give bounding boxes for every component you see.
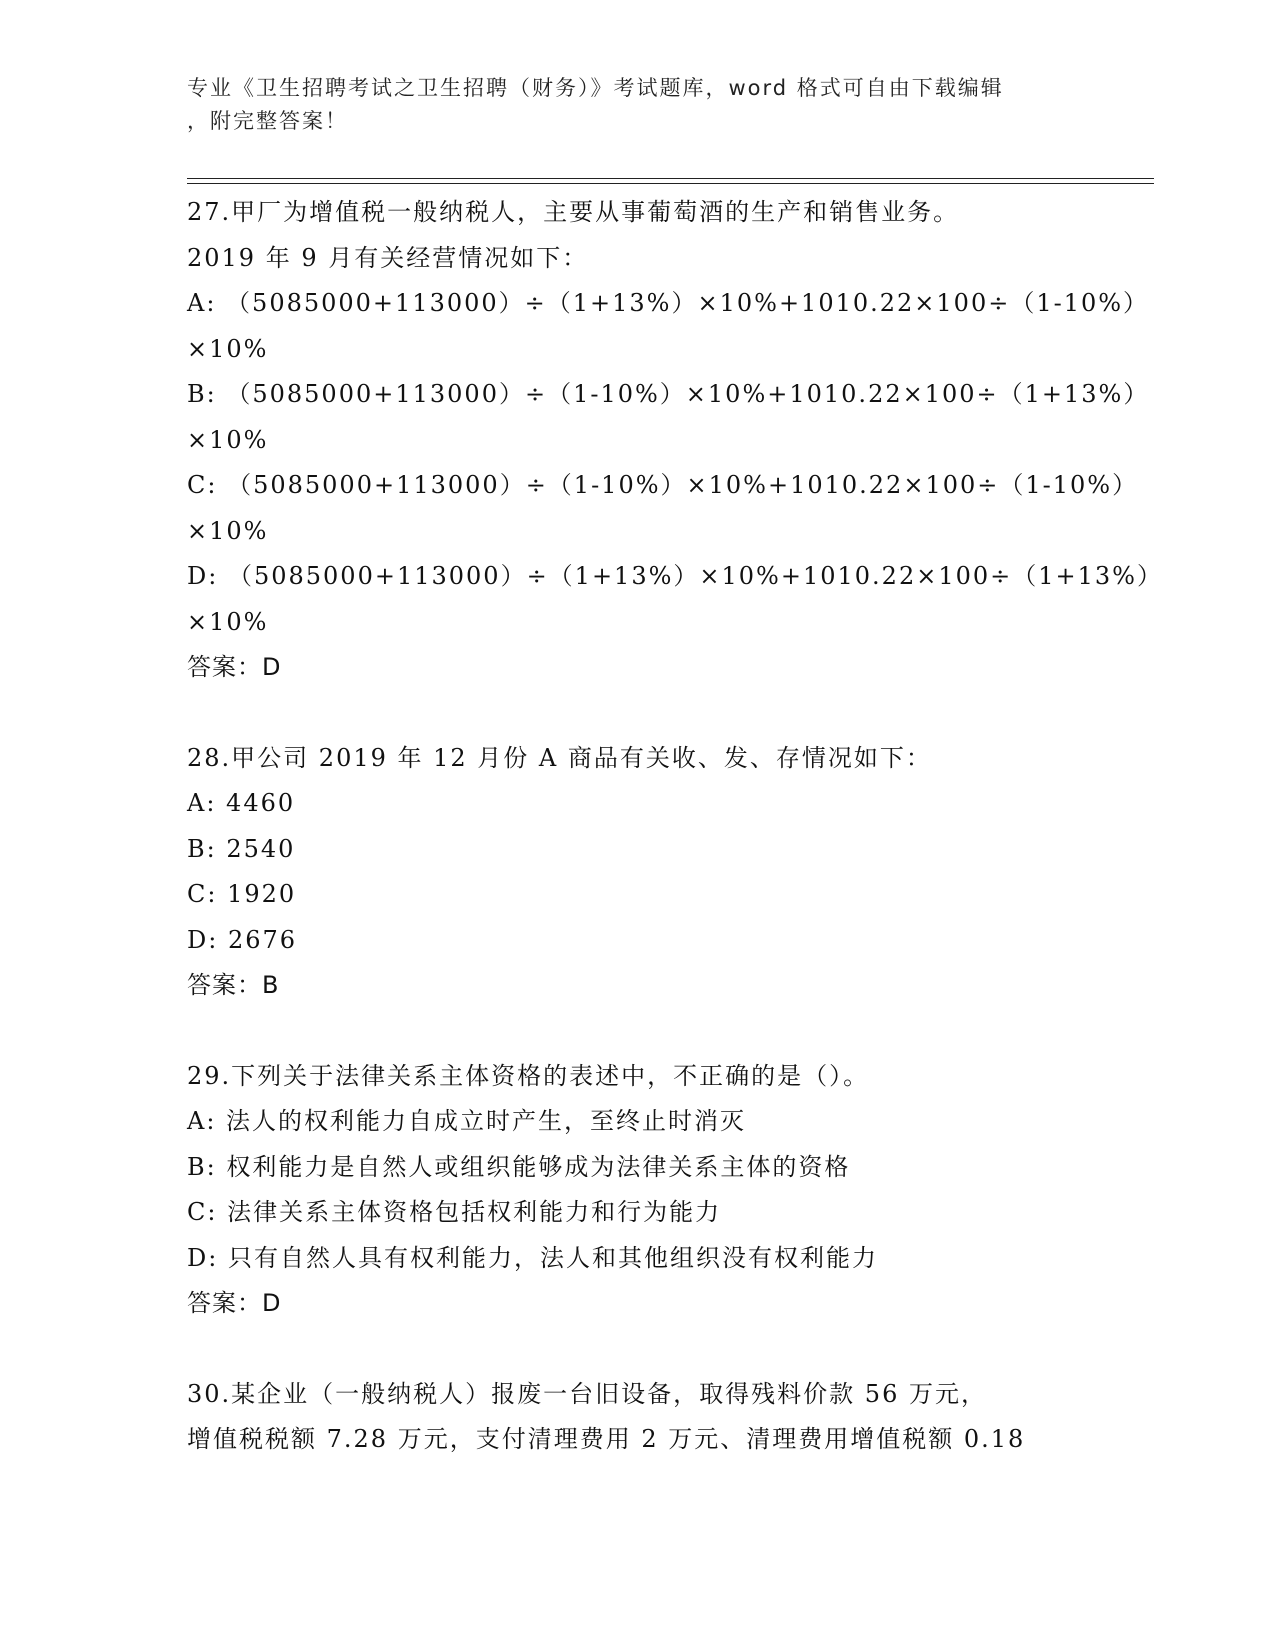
option-b-continued: ×10% (187, 425, 269, 454)
answer-line: 答案：D (187, 653, 282, 681)
header-line: ，附完整答案！ (187, 109, 348, 133)
question-block (187, 1372, 1087, 1463)
document-header (187, 72, 1067, 138)
option-d-continued: ×10% (187, 607, 269, 636)
option-d: D: 只有自然人具有权利能力，法人和其他组织没有权利能力 (187, 1243, 878, 1272)
option-c: C: 法律关系主体资格包括权利能力和行为能力 (187, 1198, 722, 1226)
question-block (187, 736, 1087, 1009)
question-stem: 28.甲公司 2019 年 12 月份 A 商品有关收、发、存情况如下： (187, 743, 932, 772)
option-b: B: （5085000+113000）÷（1-10%）×10%+1010.22×100÷（1+13%） (187, 380, 1150, 408)
question-stem: 增值税税额 7.28 万元，支付清理费用 2 万元、清理费用增值税额 0.18 (187, 1425, 1026, 1453)
option-c: C: （5085000+113000）÷（1-10%）×10%+1010.22×100÷（1-10%） (187, 471, 1139, 499)
header-divider (187, 178, 1154, 179)
question-block (187, 1054, 1087, 1327)
header-divider (187, 183, 1154, 184)
question-stem: 30.某企业（一般纳税人）报废一台旧设备，取得残料价款 56 万元， (187, 1379, 987, 1408)
header-line: 专业《卫生招聘考试之卫生招聘（财务）》考试题库，word 格式可自由下载编辑 (187, 76, 1004, 100)
question-stem: 27.甲厂为增值税一般纳税人，主要从事葡萄酒的生产和销售业务。 (187, 198, 960, 226)
option-a: A: 4460 (187, 789, 296, 817)
option-b: B: 2540 (187, 834, 296, 863)
spacer (187, 691, 1087, 736)
option-b: B: 权利能力是自然人或组织能够成为法律关系主体的资格 (187, 1152, 851, 1181)
option-c-continued: ×10% (187, 516, 269, 545)
option-d: D: 2676 (187, 925, 298, 954)
question-block (187, 190, 1163, 691)
question-stem: 29.下列关于法律关系主体资格的表述中，不正确的是（）。 (187, 1061, 870, 1090)
question-stem: 2019 年 9 月有关经营情况如下： (187, 243, 589, 272)
answer-line: 答案：D (187, 1289, 282, 1317)
option-a-continued: ×10% (187, 334, 269, 363)
spacer (187, 1009, 1087, 1054)
answer-line: 答案：B (187, 971, 280, 999)
option-d: D: （5085000+113000）÷（1+13%）×10%+1010.22×100÷（1+13%） (187, 562, 1163, 590)
question-list (187, 190, 1163, 1463)
option-c: C: 1920 (187, 880, 297, 908)
option-a: A: 法人的权利能力自成立时产生，至终止时消灭 (187, 1107, 747, 1135)
option-a: A: （5085000+113000）÷（1+13%）×10%+1010.22×100÷（1-10%） (187, 289, 1150, 317)
spacer (187, 1327, 1087, 1372)
